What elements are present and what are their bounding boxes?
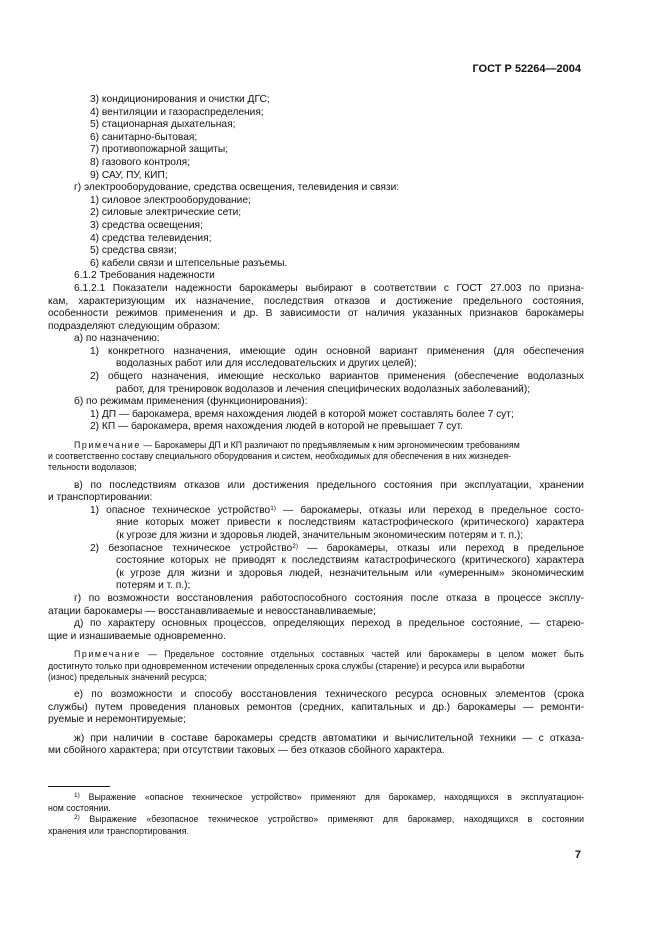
paragraph-line: руемые и неремонтируемые; [48,714,186,726]
footnote-text: ном состоянии. [48,803,111,814]
footnote: $^{2)}$ Выражение «безопасное техническое устройство» применяют для барокамер, находящихся в состоянии [74,814,584,825]
list-item: потерям и т. п.); [116,580,191,592]
paragraph-line: подразделяют следующим образом: [48,320,221,332]
paragraph-line: д) по характеру основных процессов, определяющих переход в предельное состояние, — старею- [74,618,584,630]
paragraph-line: кам, характеризующим их назначение, последствия отказов и достижение предельного состояния, [48,295,584,307]
note-label: Примечание [74,649,141,660]
paragraph-line: ми сбойного характера; при отсутствии таковых — без отказов сбойного характера. [48,745,445,757]
document-body [48,94,584,758]
footnote-ref: 1) [270,504,276,512]
list-item: яние которых может привести к последствиям катастрофического (критического) характера [116,517,584,529]
list-item: 6) санитарно-бытовая; [90,131,198,143]
list-item: 2) КП — барокамера, время нахождения людей в которой не превышает 7 сут. [90,421,463,433]
list-item: 5) стационарная дыхательная; [90,119,236,131]
list-item: работ, для тренировок водолазов и лечения специфических водолазных заболеваний); [116,383,531,395]
note-label: Примечание [74,440,141,451]
footnote-divider [48,786,110,787]
list-item: (к угрозе для жизни и здоровья людей, незначительным или «умеренным» экономическим [116,567,584,579]
list-item: 3) средства освещения; [90,219,203,231]
list-item: 8) газового контроля; [90,156,191,168]
list-item: б) по режимам применения (функционирования): [74,396,308,408]
list-item: 1) силовое электрооборудование; [90,194,251,206]
list-item: 4) вентиляции и газораспределения; [90,106,264,118]
list-item: водолазных работ или для исследовательских и других целей); [116,358,417,370]
paragraph-line: и транспортировании: [48,492,153,504]
paragraph-line: в) по последствиям отказов или достижения предельного состояния при эксплуатации, хранении [74,479,584,491]
footnote-text: хранения или транспортирования. [48,825,189,836]
paragraph-line: щие и изнашиваемые одновременно. [48,630,226,642]
document-code-header: ГОСТ Р 52264—2004 [472,63,581,75]
note-text: — Барокамеры ДП и КП различают по предъявляемым к ним эргономическим требованиям [140,440,520,451]
footnote-ref: 2) [292,542,298,550]
note-text: и соответственно составу специального оборудования и систем, необходимых для обеспечения в них жизнедея- [48,451,512,462]
list-item: 9) САУ, ПУ, КИП; [90,169,168,181]
footnote: $^{1)}$ Выражение «опасное техническое устройство» применяют для барокамер, находящихся в эксплуатацион- [74,792,584,802]
list-item: г) электрооборудование, средства освещения, телевидения и связи: [74,182,400,194]
note-text: достигнуто только при одновременном истечении определенных срока службы (старение) и ресурса или выработки [48,660,525,671]
paragraph-line: службы) путем проведения плановых ремонтов (средних, капитальных и др.) барокамеры — ремонти- [48,701,584,713]
footnote-mark: 2) [74,814,80,822]
paragraph-line: е) по возможности и способу восстановления технического ресурса основных элементов (срока [74,688,584,700]
list-item: 6) кабели связи и штепсельные разъемы. [90,257,288,269]
footnotes [48,792,584,837]
note-block [48,440,584,474]
list-item: 2) безопасное техническое устройство$^{2)}$ — барокамеры, отказы или переход в предельное [90,542,584,554]
note-text: — Предельное состояние отдельных составных частей или барокамеры в целом может быть [140,649,584,660]
list-item: (к угрозе для жизни и здоровья людей, значительным экономическим потерям и т. п.); [116,530,524,542]
list-item: 1) ДП — барокамера, время нахождения людей в которой может составлять более 7 сут; [90,408,514,420]
list-item: 1) конкретного назначения, имеющие один основной вариант применения (для обеспечения [90,345,584,357]
list-item: состояние которых не приводят к последствиям катастрофического (критического) характера [116,555,584,567]
list-item: 2) силовые электрические сети; [90,207,242,219]
section-heading: 6.1.2 Требования надежности [74,270,215,282]
list-item: 5) средства связи; [90,245,177,257]
page-number: 7 [574,849,581,861]
list-item: 2) общего назначения, имеющие несколько вариантов применения (обеспечение водолазных [90,371,584,383]
list-item: а) по назначению: [74,333,160,345]
list-item: 3) кондиционирования и очистки ДГС; [90,94,270,105]
paragraph-line: атации барокамеры — восстанавливаемые и невосстанавливаемые; [48,605,376,617]
paragraph-line: особенности режимов применения и др. В зависимости от наличия указанных признаков барокамеры [48,308,584,320]
list-item: 7) противопожарной защиты; [90,144,229,156]
list-item: 4) средства телевидения; [90,232,212,244]
paragraph-line: 6.1.2.1 Показатели надежности барокамеры выбирают в соответствии с ГОСТ 27.003 по призна- [74,282,584,294]
note-text: тельности водолазов; [48,462,137,473]
footnote-mark: 1) [74,792,80,799]
paragraph-line: ж) при наличии в составе барокамеры средств автоматики и вычислительной техники — с отказа- [74,732,584,744]
note-text: (износ) предельных значений ресурса; [48,671,207,682]
paragraph-line: г) по возможности восстановления работоспособного состояния после отказа в процессе эксплу- [74,592,584,604]
note-block [48,649,584,683]
list-item: 1) опасное техническое устройство$^{1)}$ — барокамеры, отказы или переход в предельное состо- [90,504,584,516]
